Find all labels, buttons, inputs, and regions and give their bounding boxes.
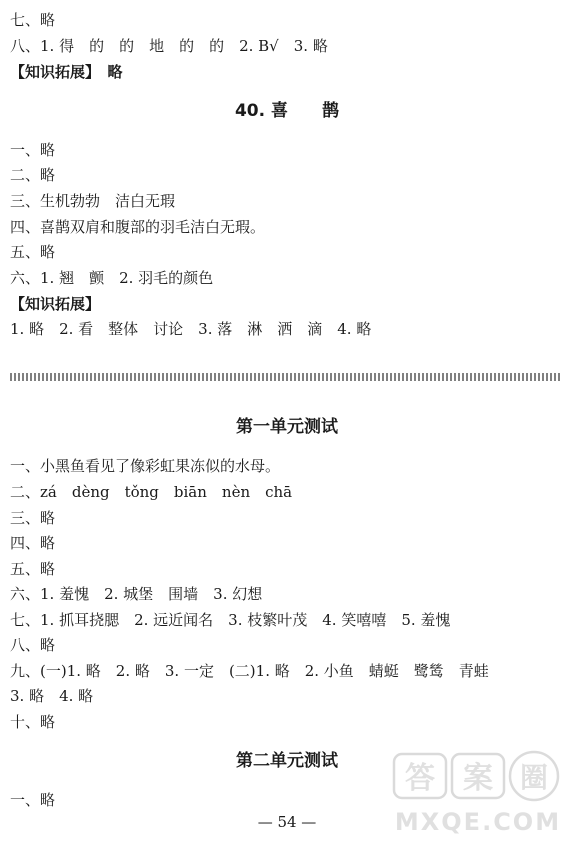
answer-line: 六、1. 翘 颤 2. 羽毛的颜色 <box>10 269 214 287</box>
svg-text:答: 答 <box>405 761 435 796</box>
answer-line: 七、略 <box>10 11 56 29</box>
answer-line: 十、略 <box>10 713 56 731</box>
answer-line: 九、(一)1. 略 2. 略 3. 一定 (二)1. 略 2. 小鱼 蜻蜓 鹭鸶 青蛙 <box>10 662 489 680</box>
section-divider <box>10 373 562 381</box>
answer-line: 二、zá dèng tǒng biān nèn chā <box>10 483 293 501</box>
answer-line: 八、略 <box>10 636 56 654</box>
answer-line: 一、小黑鱼看见了像彩虹果冻似的水母。 <box>10 457 281 475</box>
svg-text:圈: 圈 <box>519 761 549 794</box>
answer-line: 四、喜鹊双肩和腹部的羽毛洁白无瑕。 <box>10 218 266 236</box>
answer-line: 八、1. 得 的 的 地 的 的 2. B√ 3. 略 <box>10 37 328 55</box>
knowledge-extension-line: 【知识拓展】 略 <box>10 63 123 81</box>
knowledge-extension-heading: 【知识拓展】 <box>10 295 101 313</box>
answer-line: 七、1. 抓耳挠腮 2. 远近闻名 3. 枝繁叶茂 4. 笑嘻嘻 5. 羞愧 <box>10 611 451 629</box>
answer-line: 三、生机勃勃 洁白无瑕 <box>10 192 176 210</box>
answer-line: 3. 略 4. 略 <box>10 687 94 705</box>
svg-text:案: 案 <box>463 761 493 796</box>
answer-line: 一、略 <box>10 141 56 159</box>
answer-line: 六、1. 羞愧 2. 城堡 围墙 3. 幻想 <box>10 585 263 603</box>
answer-line: 五、略 <box>10 243 56 261</box>
unit-test-title: 第二单元测试 <box>236 751 338 771</box>
answer-line: 五、略 <box>10 560 56 578</box>
answer-line: 四、略 <box>10 534 56 552</box>
answer-line: 1. 略 2. 看 整体 讨论 3. 落 淋 洒 滴 4. 略 <box>10 320 372 338</box>
lesson-title: 40. 喜 鹊 <box>234 101 340 121</box>
answer-line: 一、略 <box>10 791 56 809</box>
svg-text:MXQE.COM: MXQE.COM <box>394 808 562 836</box>
page-number: — 54 — <box>257 813 317 831</box>
answer-line: 二、略 <box>10 166 56 184</box>
unit-test-title: 第一单元测试 <box>236 417 338 437</box>
answer-line: 三、略 <box>10 509 56 527</box>
